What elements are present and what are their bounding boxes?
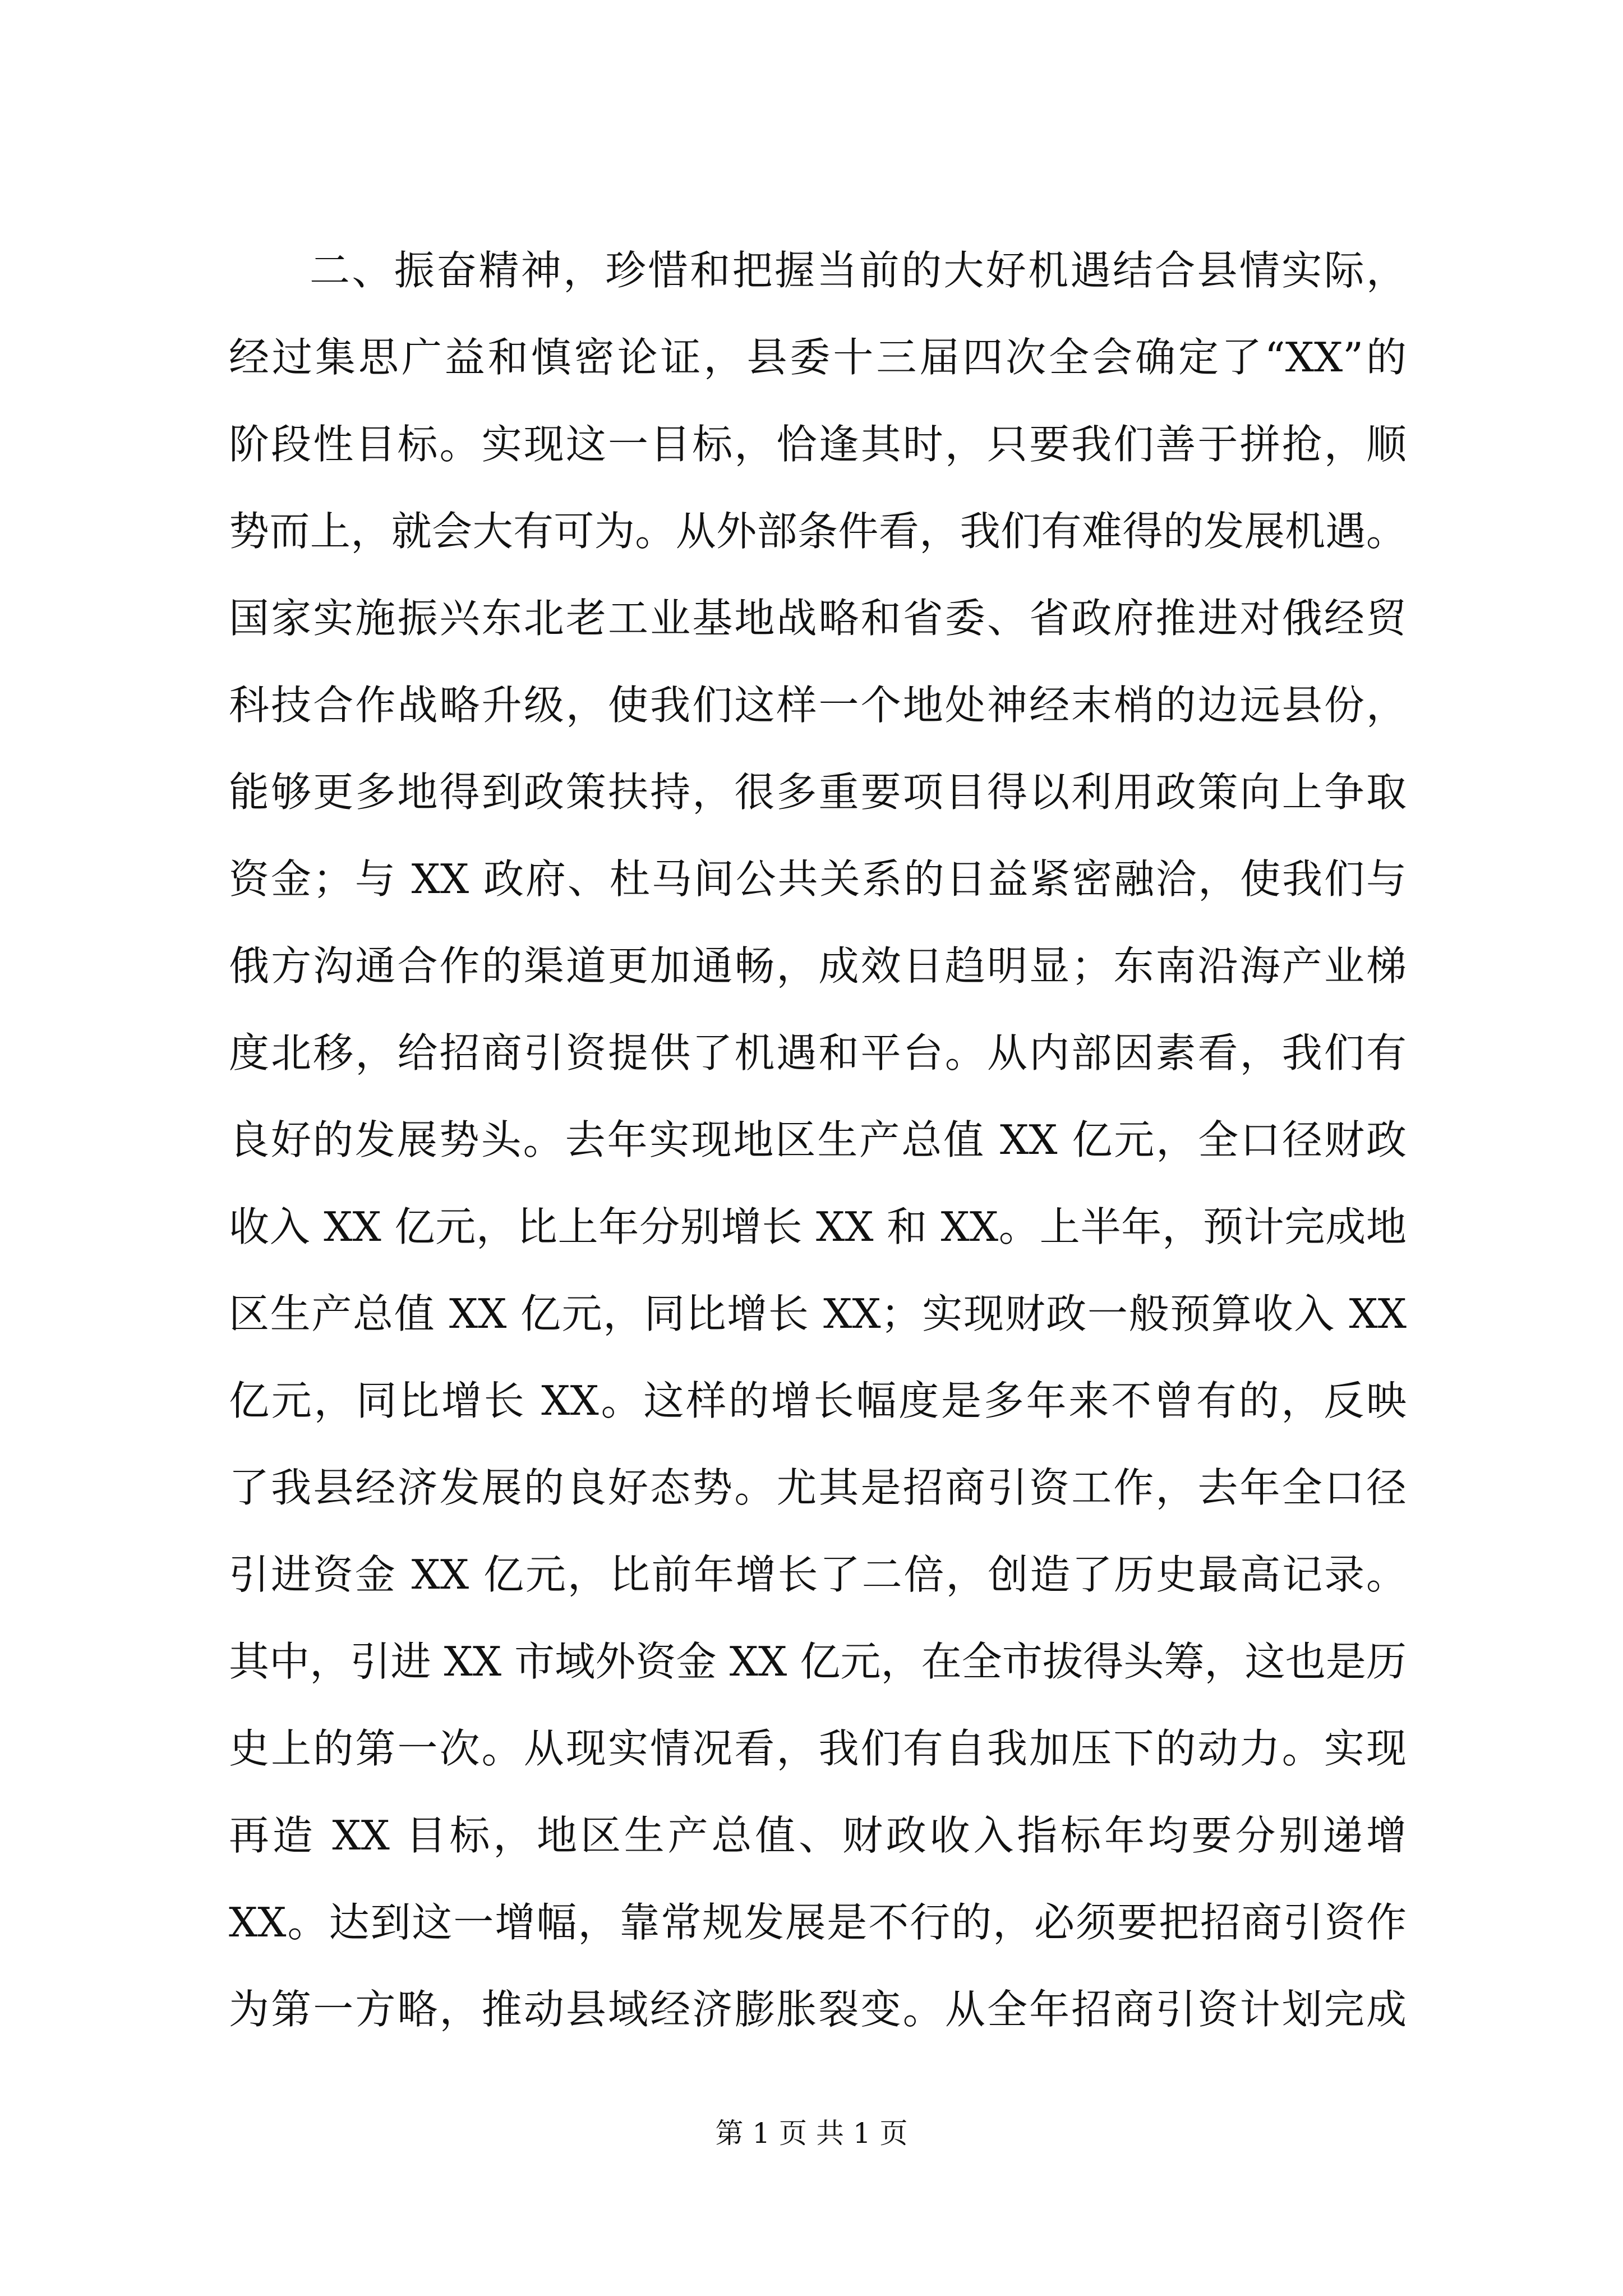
text-line: 俄方沟通合作的渠道更加通畅，成效日趋明显；东南沿海产业梯 (229, 942, 1407, 990)
text-line: 区生产总值 XX 亿元，同比增长 XX；实现财政一般预算收入 XX (229, 1290, 1407, 1337)
text-line: 良好的发展势头。去年实现地区生产总值 XX 亿元，全口径财政 (229, 1116, 1407, 1163)
body-paragraph (229, 227, 1407, 2053)
text-line: 二、振奋精神，珍惜和把握当前的大好机遇结合县情实际， (310, 247, 1407, 294)
text-line: 资金；与 XX 政府、杜马间公共关系的日益紧密融洽，使我们与 (229, 855, 1407, 903)
text-line: 势而上，就会大有可为。从外部条件看，我们有难得的发展机遇。 (229, 508, 1407, 555)
text-line: 了我县经济发展的良好态势。尤其是招商引资工作，去年全口径 (229, 1464, 1407, 1511)
text-line: 能够更多地得到政策扶持，很多重要项目得以利用政策向上争取 (229, 769, 1407, 816)
page-number-label: 第 1 页 共 1 页 (715, 2117, 908, 2150)
text-line: 收入 XX 亿元，比上年分别增长 XX 和 XX。上半年，预计完成地 (229, 1203, 1407, 1250)
text-line: 亿元，同比增长 XX。这样的增长幅度是多年来不曾有的，反映 (229, 1377, 1407, 1424)
text-line: 引进资金 XX 亿元，比前年增长了二倍，创造了历史最高记录。 (229, 1551, 1407, 1598)
text-line: 为第一方略，推动县域经济膨胀裂变。从全年招商引资计划完成 (229, 1986, 1407, 2033)
text-line: 科技合作战略升级，使我们这样一个地处神经末梢的边远县份， (229, 682, 1407, 729)
text-line: 再造 XX 目标，地区生产总值、财政收入指标年均要分别递增 (229, 1812, 1407, 1859)
text-line: 度北移，给招商引资提供了机遇和平台。从内部因素看，我们有 (229, 1029, 1407, 1076)
text-line: 史上的第一次。从现实情况看，我们有自我加压下的动力。实现 (229, 1725, 1407, 1772)
text-line: 经过集思广益和慎密论证，县委十三届四次全会确定了“XX”的 (229, 334, 1407, 381)
text-line: 阶段性目标。实现这一目标，恰逢其时，只要我们善于拼抢，顺 (229, 421, 1407, 468)
page-footer (0, 2114, 1623, 2153)
text-line: 其中，引进 XX 市域外资金 XX 亿元，在全市拔得头筹，这也是历 (229, 1638, 1407, 1685)
text-line: XX。达到这一增幅，靠常规发展是不行的，必须要把招商引资作 (229, 1899, 1407, 1946)
text-line: 国家实施振兴东北老工业基地战略和省委、省政府推进对俄经贸 (229, 595, 1407, 642)
